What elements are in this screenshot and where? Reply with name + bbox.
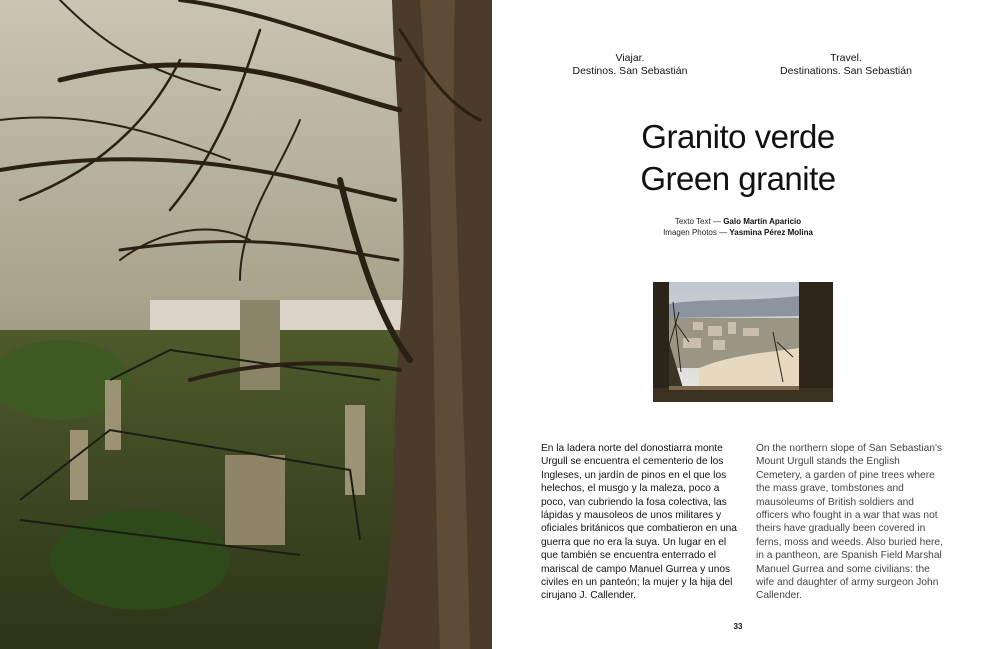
credit-photo-name: Yasmina Pérez Molina [729,228,813,237]
section-label-spanish [564,52,696,78]
city-view-photo-image [653,282,833,402]
article-page [492,0,984,649]
page-number: 33 [733,622,743,631]
city-view-photo [653,282,833,402]
section-en-line2: Destinations. San Sebastián [780,65,912,77]
body-text-spanish: En la ladera norte del donostiarra monte Urgull se encuentra el cementerio de los Ingleses, un jardín de pinos en el que los helechos, el musgo y la maleza, poco a poco, van cubriendo la fosa colectiva, las lápidas y mausoleos de unos militares y oficiales británicos que combatieron en una guerra que no era la suya. Un lugar en el que también se encuentra enterrado el mariscal de campo Manuel Gurrea y unos civiles en un panteón; la mujer y la hija del cirujano J. Callender. [541,443,737,602]
section-es-line1: Viajar. [615,52,645,64]
credits [492,216,984,238]
credit-photo-role: Imagen Photos — [663,228,728,237]
title-spanish: Granito verde [641,118,835,155]
credit-text [492,216,984,227]
body-text-english: On the northern slope of San Sebastian's Mount Urgull stands the English Cemetery, a garden of pine trees where the mass grave, tombstones and mausoleums of British soldiers and officers who fought in a war that was not theirs have gradually been covered in ferns, moss and weeds. Also buried here, in a pantheon, are Spanish Field Marshal Manuel Gurrea and some civilians: the wife and daughter of army surgeon John Callender. [756,443,943,602]
section-label-english [777,52,915,78]
credit-text-name: Galo Martín Aparicio [723,217,802,226]
section-en-line1: Travel. [830,52,862,64]
section-es-line2: Destinos. San Sebastián [572,65,688,77]
title-english: Green granite [640,160,836,197]
credit-photo [492,227,984,238]
credit-text-role: Texto Text — [674,217,721,226]
